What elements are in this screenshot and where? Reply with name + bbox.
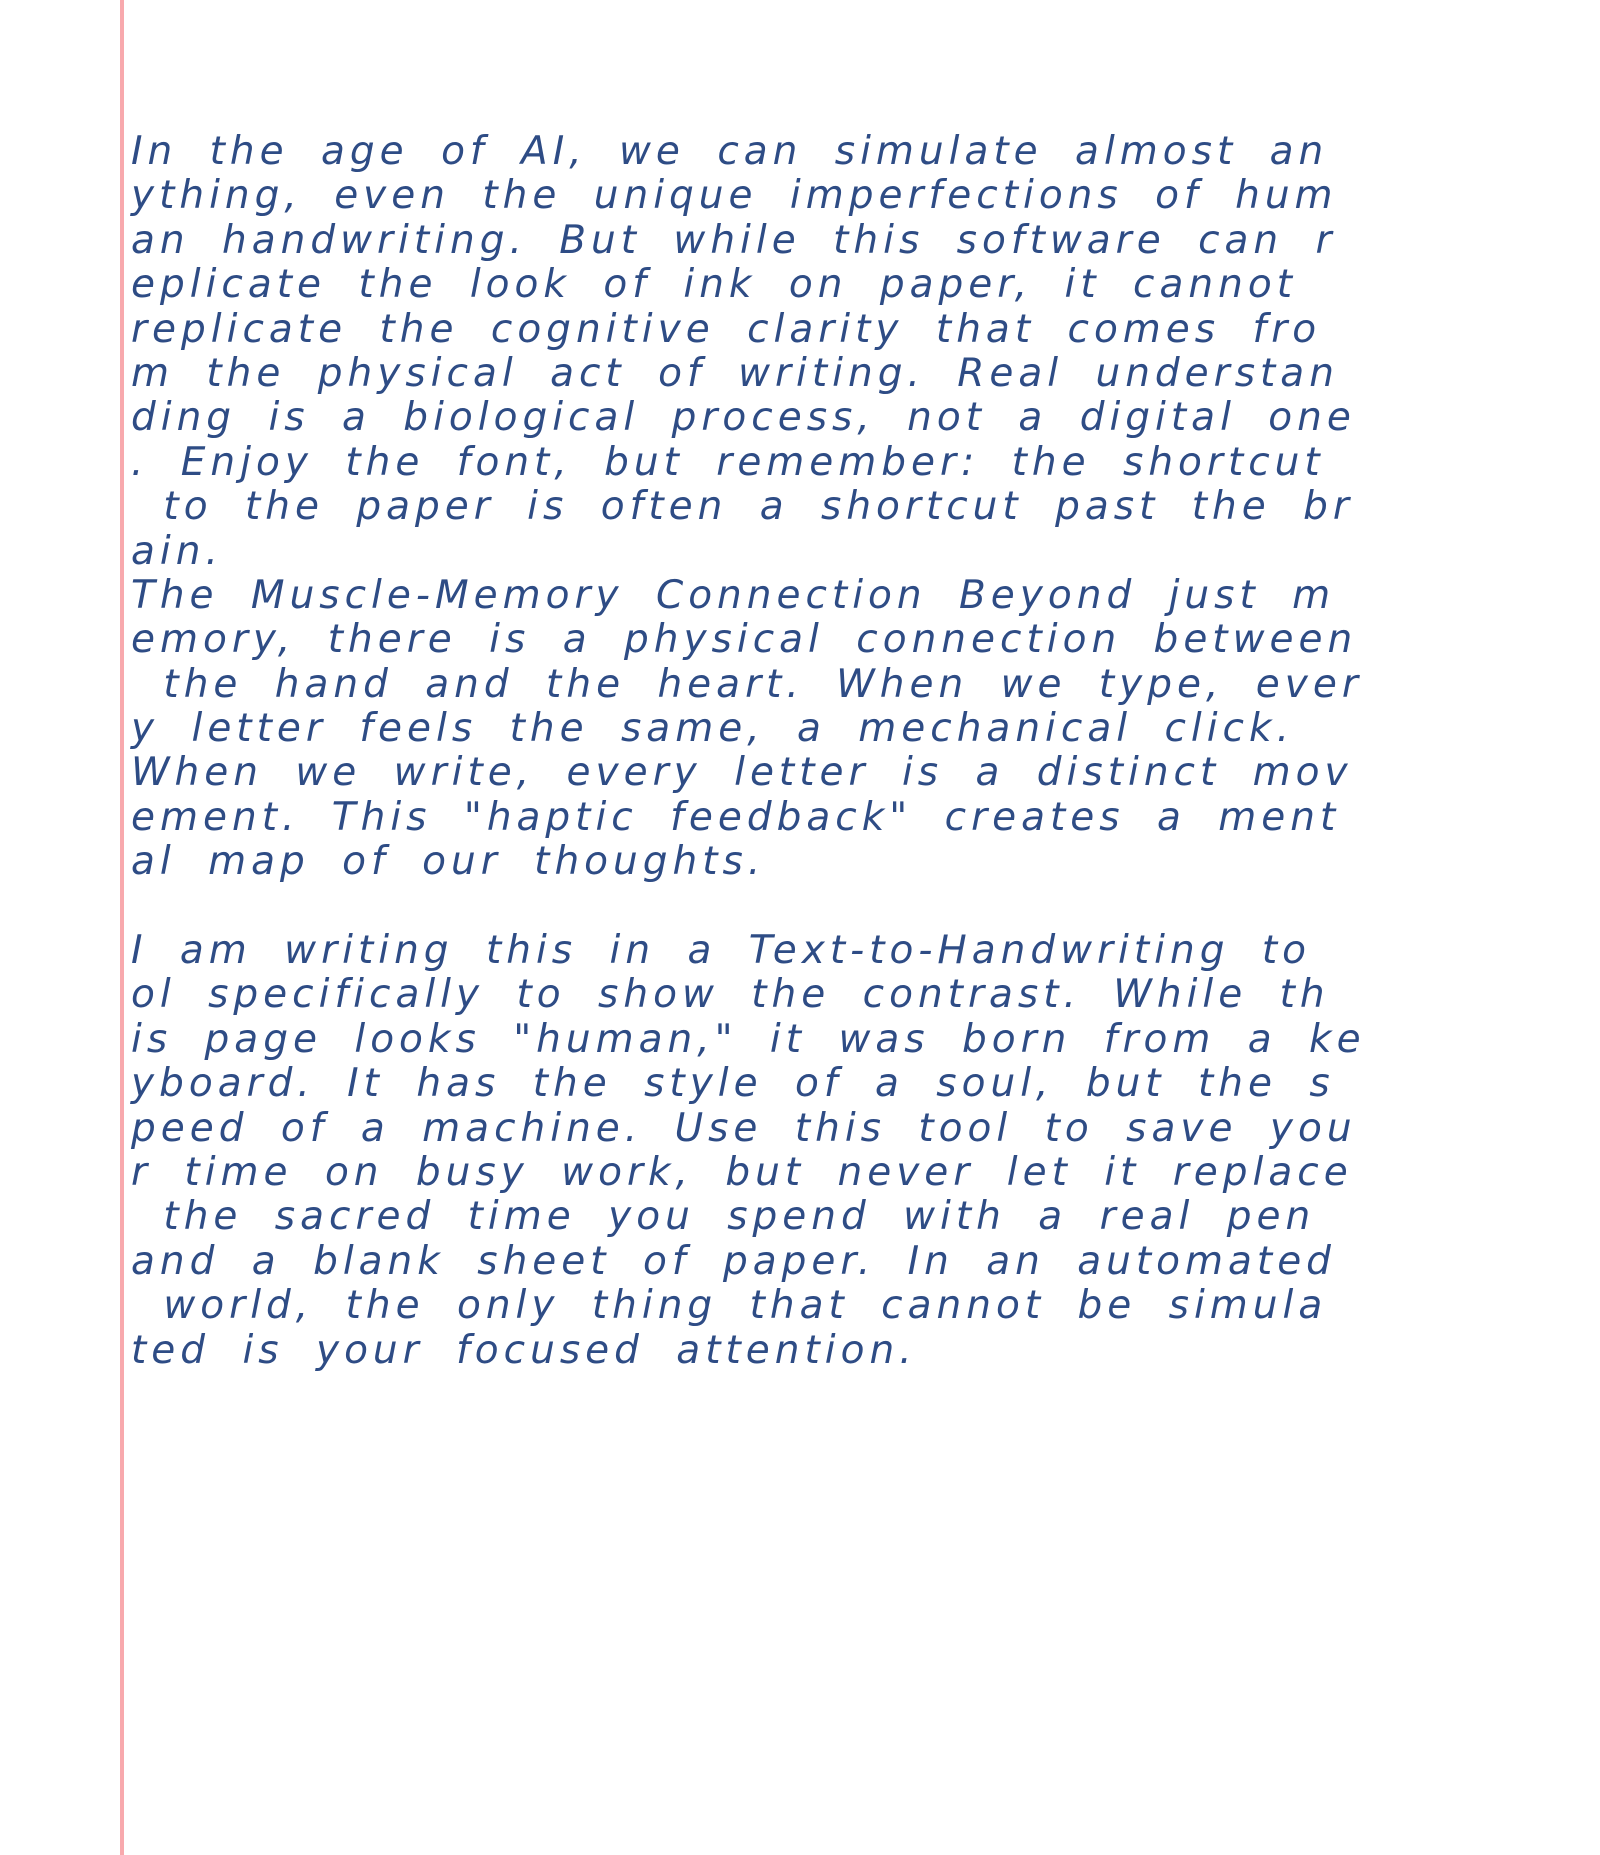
- handwriting-line: The Muscle-Memory Connection Beyond just m: [131, 572, 1336, 618]
- handwriting-line: to the paper is often a shortcut past the br: [131, 484, 1354, 530]
- handwriting-line: is page looks "human," it was born from a ke: [131, 1016, 1366, 1062]
- margin-rule-line: [120, 0, 124, 1855]
- handwriting-line: ement. This "haptic feedback" creates a ment: [131, 794, 1341, 840]
- handwriting-line: y letter feels the same, a mechanical click.: [131, 706, 1294, 752]
- handwriting-line: ol specifically to show the contrast. While th: [131, 972, 1330, 1018]
- handwriting-line: peed of a machine. Use this tool to save you: [131, 1105, 1357, 1151]
- handwritten-text-block: [131, 130, 1551, 1373]
- handwriting-line: r time on busy work, but never let it replace: [131, 1149, 1353, 1195]
- handwriting-line: emory, there is a physical connection between: [131, 617, 1358, 663]
- handwriting-line: ything, even the unique imperfections of hum: [131, 173, 1338, 219]
- handwriting-line: ted is your focused attention.: [131, 1327, 917, 1373]
- handwriting-line: and a blank sheet of paper. In an automated: [131, 1238, 1336, 1284]
- handwriting-line: ain.: [131, 528, 223, 574]
- handwriting-line: replicate the cognitive clarity that comes fro: [131, 306, 1322, 352]
- handwriting-line: [131, 885, 1551, 929]
- handwriting-line: eplicate the look of ink on paper, it cannot: [131, 262, 1297, 308]
- handwriting-line: m the physical act of writing. Real understan: [131, 350, 1339, 396]
- handwriting-line: al map of our thoughts.: [131, 839, 766, 885]
- handwriting-line: the sacred time you spend with a real pen: [131, 1194, 1316, 1240]
- handwriting-line: an handwriting. But while this software can r: [131, 217, 1337, 263]
- handwriting-line: In the age of AI, we can simulate almost an: [131, 129, 1329, 174]
- handwriting-line: . Enjoy the font, but remember: the shortcut: [131, 439, 1325, 485]
- handwriting-line: the hand and the heart. When we type, ever: [131, 661, 1363, 707]
- handwriting-line: yboard. It has the style of a soul, but the s: [131, 1061, 1335, 1107]
- handwriting-line: ding is a biological process, not a digital one: [131, 395, 1356, 441]
- handwriting-line: I am writing this in a Text-to-Handwriting to: [131, 928, 1312, 974]
- handwriting-line: When we write, every letter is a distinct mov: [131, 750, 1353, 796]
- handwriting-line: world, the only thing that cannot be simula: [131, 1283, 1328, 1329]
